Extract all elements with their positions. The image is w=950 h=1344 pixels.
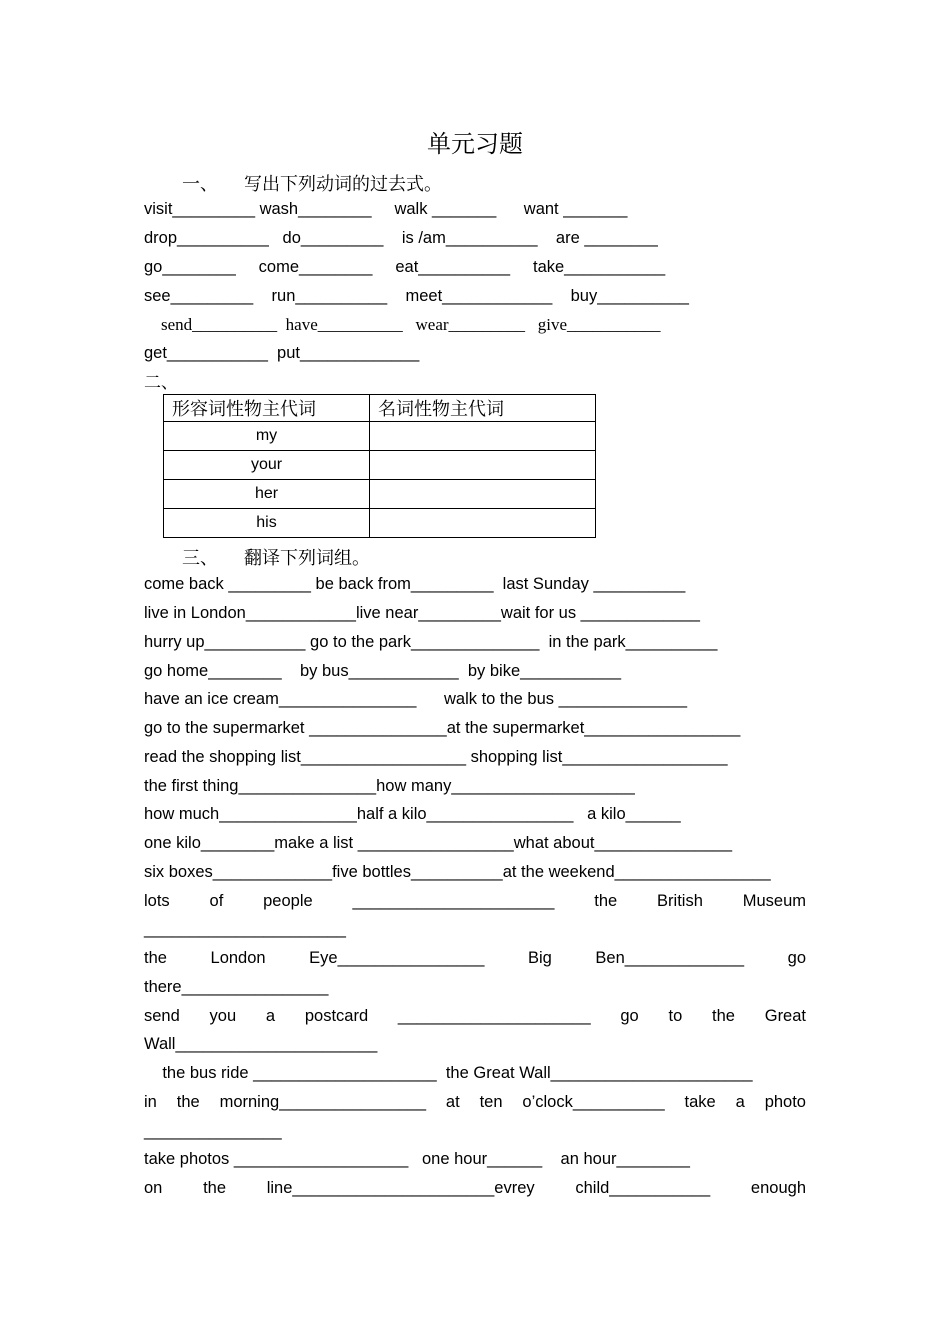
verb-row: visit_________ wash________ walk _______ want _______ [144, 200, 628, 218]
phrase-row: come back _________ be back from_________ last Sunday __________ [144, 575, 686, 593]
section3-heading [182, 544, 370, 570]
verb-row: drop__________ do_________ is /am__________ are ________ [144, 229, 658, 247]
phrase-row: go to the supermarket _______________at the supermarket_________________ [144, 719, 741, 737]
phrase-row: lots of people ______________________ the British Museum [144, 892, 806, 910]
header-noun-pronoun: 名词性物主代词 [370, 395, 596, 422]
phrase-row: take photos ___________________ one hour______ an hour________ [144, 1150, 690, 1168]
answer-cell[interactable] [370, 451, 596, 480]
phrase-row: live in London____________live near_________wait for us _____________ [144, 604, 700, 622]
verb-row: get___________ put_____________ [144, 344, 420, 362]
phrase-row: the bus ride ____________________ the Great Wall______________________ [144, 1064, 753, 1082]
answer-cell[interactable] [370, 509, 596, 538]
phrase-row: Wall______________________ [144, 1035, 378, 1053]
verb-row: go________ come________ eat__________ take___________ [144, 258, 666, 276]
phrase-row: _______________ [144, 1122, 282, 1140]
phrase-row: ______________________ [144, 920, 346, 938]
table-cell: your [164, 451, 370, 480]
phrase-row: one kilo________make a list _________________what about_______________ [144, 834, 733, 852]
table-row [164, 509, 596, 538]
page-title: 单元习题 [427, 131, 523, 158]
phrase-row: six boxes_____________five bottles__________at the weekend_________________ [144, 863, 771, 881]
phrase-row: hurry up___________ go to the park______________ in the park__________ [144, 633, 718, 651]
table-cell: her [164, 480, 370, 509]
phrase-row: in the morning________________ at ten o’clock__________ take a photo [144, 1093, 806, 1111]
table-row [164, 422, 596, 451]
table-header-row [164, 395, 596, 422]
phrase-row: have an ice cream_______________ walk to the bus ______________ [144, 690, 688, 708]
pronoun-table [163, 394, 596, 538]
phrase-row: read the shopping list__________________ shopping list__________________ [144, 748, 728, 766]
phrase-row: how much_______________half a kilo________________ a kilo______ [144, 805, 681, 823]
answer-cell[interactable] [370, 422, 596, 451]
table-row [164, 451, 596, 480]
phrase-row: go home________ by bus____________ by bike___________ [144, 662, 622, 680]
phrase-row: there________________ [144, 978, 329, 996]
phrase-row: the London Eye________________ Big Ben_____________ go [144, 949, 806, 967]
verb-row: see_________ run__________ meet____________ buy__________ [144, 287, 689, 305]
section1-title: 写出下列动词的过去式。 [244, 174, 442, 194]
header-adjective-pronoun: 形容词性物主代词 [164, 395, 370, 422]
section1-number: 一、 [182, 174, 218, 194]
table-row [164, 480, 596, 509]
answer-cell[interactable] [370, 480, 596, 509]
table-cell: his [164, 509, 370, 538]
phrase-row: on the line______________________evrey child___________ enough [144, 1179, 806, 1197]
verb-row: send__________ have__________ wear_________ give___________ [144, 315, 661, 334]
table-cell: my [164, 422, 370, 451]
section2-number: 二、 [144, 373, 178, 392]
section1-heading [182, 170, 442, 196]
phrase-row: the first thing_______________how many____________________ [144, 777, 635, 795]
phrase-row: send you a postcard _____________________ go to the Great [144, 1007, 806, 1025]
section3-title: 翻译下列词组。 [244, 548, 370, 568]
section3-number: 三、 [182, 548, 218, 568]
